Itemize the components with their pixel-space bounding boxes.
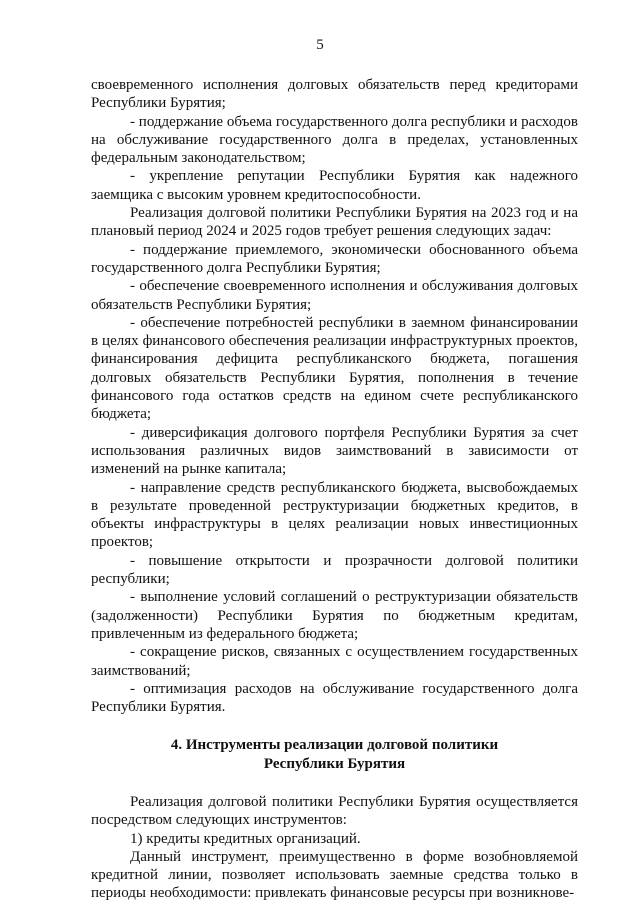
list-item: - направление средств республиканского бюджета, высвобождаемых в результате проведенной реструктуризации бюджетных кредитов, в объекты инфраструктуры в целях реализации новых инвестиционных проектов; (91, 479, 578, 551)
page-number: 5 (316, 37, 324, 53)
list-item: - укрепление репутации Республики Бурятия как надежного заемщика с высоким уровнем кредитоспособности. (91, 168, 578, 203)
instruments-section (91, 793, 578, 903)
paragraph: Реализация долговой политики Республики Бурятия осуществляется посредством следующих инструментов: (91, 793, 578, 829)
document-body (91, 76, 578, 903)
section-heading (91, 736, 578, 773)
list-item: - выполнение условий соглашений о реструктуризации обязательств (задолженности) Республики Бурятия по бюджетным кредитам, привлеченным из федерального бюджета; (91, 589, 578, 642)
paragraph: Данный инструмент, преимущественно в форме возобновляемой кредитной линии, позволяет использовать заемные средства только в периоды необходимости: привлекать финансовые ресурсы при возникнове- (91, 848, 578, 902)
list-item: - оптимизация расходов на обслуживание государственного долга Республики Бурятия. (91, 680, 578, 716)
list-item: - обеспечение потребностей республики в заемном финансировании в целях финансового обеспечения реализации инфраструктурных проектов, финансирования дефицита республиканского бюджета, погашения долговых обязательств Республики Бурятия, пополнения в течение финансового года остатков средств на едином счете республиканского бюджета; (91, 314, 578, 423)
list-item: - обеспечение своевременного исполнения и обслуживания долговых обязательств Республики Бурятия; (91, 278, 578, 313)
section-heading-line-1: 4. Инструменты реализации долговой политики (170, 737, 499, 754)
paragraph: Реализация долговой политики Республики Бурятия на 2023 год и на плановый период 2024 и 2025 годов требует решения следующих задач: (91, 205, 578, 240)
tasks-section (91, 76, 578, 716)
list-item: - поддержание объема государственного долга республики и расходов на обслуживание государственного долга в пределах, установленных федеральным законодательством; (91, 113, 578, 167)
list-item: - сокращение рисков, связанных с осуществлением государственных заимствований; (91, 644, 578, 679)
list-item: - поддержание приемлемого, экономически обоснованного объема государственного долга Республики Бурятия; (91, 241, 578, 276)
paragraph: своевременного исполнения долговых обязательств перед кредиторами Республики Бурятия; (91, 77, 578, 112)
list-item: 1) кредиты кредитных организаций. (130, 830, 361, 847)
list-item: - повышение открытости и прозрачности долговой политики республики; (91, 552, 578, 588)
section-heading-line-2: Республики Бурятия (263, 755, 406, 772)
list-item: - диверсификация долгового портфеля Республики Бурятия за счет использования различных видов заимствований в зависимости от изменений на рынке капитала; (91, 424, 578, 478)
